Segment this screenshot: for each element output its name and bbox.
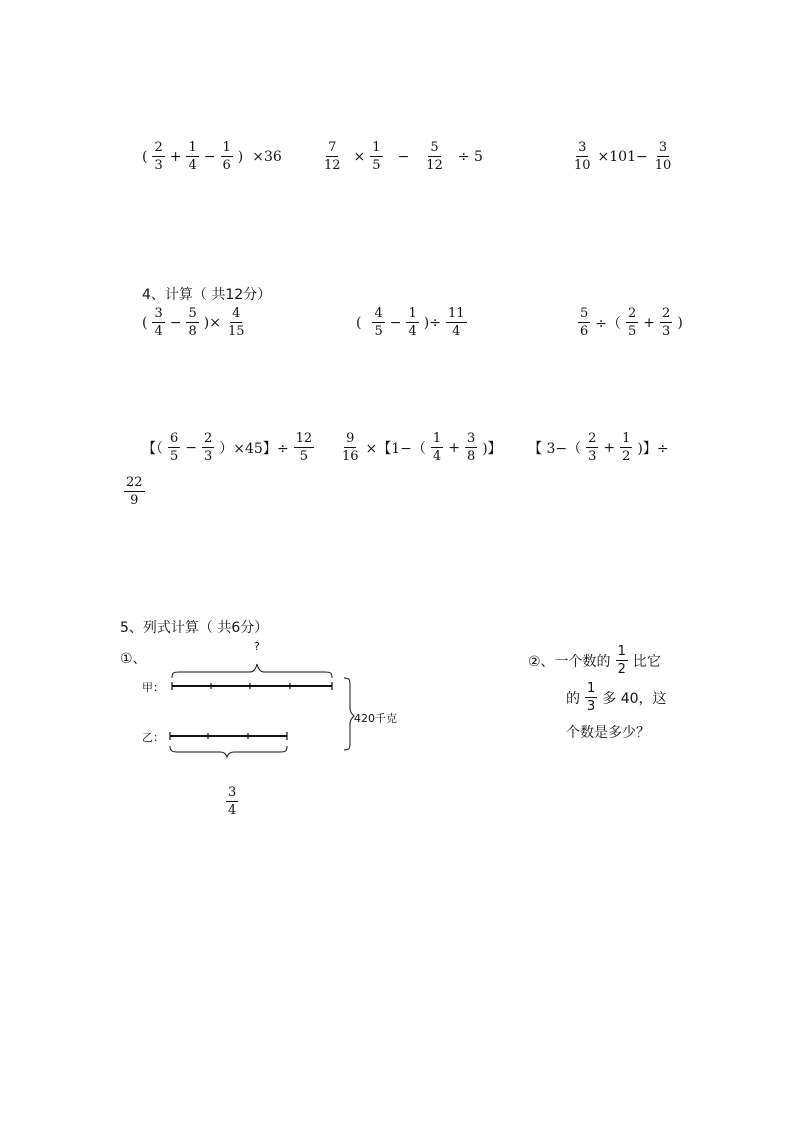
fraction: [186, 306, 198, 339]
denominator: 3: [662, 324, 671, 339]
numerator: 11: [447, 306, 465, 321]
numerator: 1: [622, 431, 631, 446]
numerator: 3: [658, 140, 668, 155]
denominator: 3: [588, 449, 597, 464]
fraction: [186, 140, 198, 173]
fraction: [294, 431, 315, 464]
fraction: [406, 306, 418, 339]
open-paren: (: [142, 148, 148, 165]
expression-s4-2: [356, 306, 469, 339]
operator: −: [169, 314, 182, 331]
diagram-fraction: [224, 784, 240, 818]
numerator: 2: [154, 140, 163, 155]
numerator: 5: [430, 140, 439, 155]
denominator: 10: [574, 158, 591, 173]
numerator: 1: [188, 140, 197, 155]
expression-middle: )×: [203, 314, 221, 331]
numerator: 1: [617, 644, 626, 659]
top-brace: [172, 664, 332, 678]
fraction: [221, 140, 233, 173]
operator: +: [169, 148, 182, 165]
denominator: 5: [170, 449, 179, 464]
problem-1-label: ①、: [120, 651, 147, 667]
denominator: 3: [587, 699, 596, 714]
denominator: 4: [452, 324, 461, 339]
problem-2-line-1: [528, 644, 661, 677]
operator: −: [185, 439, 198, 456]
denominator: 6: [580, 324, 589, 339]
fraction: [370, 140, 382, 173]
fraction: [152, 140, 164, 173]
numerator: 2: [662, 306, 671, 321]
denominator: 15: [227, 324, 245, 339]
fraction: [578, 306, 590, 339]
problem-2-text: 的: [566, 690, 580, 707]
denominator: 3: [204, 449, 213, 464]
operator: ×: [353, 148, 366, 165]
operator: +: [448, 439, 460, 456]
close-bracket: )】: [482, 440, 502, 457]
fraction: [465, 431, 477, 464]
expression-row1-1: [142, 140, 282, 173]
denominator: 12: [324, 158, 341, 173]
operator: +: [603, 439, 616, 456]
numerator: 3: [578, 140, 587, 155]
denominator: 9: [130, 493, 139, 508]
fraction: [202, 431, 214, 464]
problem-2-line-2: [566, 681, 667, 714]
row-a-label: 甲：: [142, 681, 164, 694]
expression-s4-1: [142, 306, 249, 339]
operator: −: [203, 148, 216, 165]
expression-row1-2: [320, 140, 483, 173]
denominator: 10: [654, 158, 672, 173]
denominator: 5: [628, 324, 637, 339]
expression-middle: ÷（: [595, 315, 622, 332]
fraction: [586, 431, 598, 464]
open-paren: (: [142, 314, 148, 331]
expression-middle: )÷: [423, 314, 441, 331]
denominator: 4: [408, 324, 417, 339]
right-brace: [344, 678, 354, 750]
close-bracket: )】÷: [637, 440, 669, 457]
numerator: 1: [432, 431, 442, 446]
denominator: 8: [466, 449, 476, 464]
total-label: 420千克: [354, 712, 397, 725]
open-bracket: 【（: [142, 440, 163, 457]
expression-tail: ÷ 5: [457, 148, 483, 165]
denominator: 3: [154, 158, 163, 173]
section-4-title: 4、计算（ 共12分）: [142, 287, 272, 303]
fraction: [372, 306, 384, 339]
numerator: 3: [154, 306, 163, 321]
denominator: 6: [222, 158, 231, 173]
numerator: 2: [628, 306, 637, 321]
denominator: 8: [188, 324, 197, 339]
fraction: [226, 785, 238, 818]
section-5-title: 5、列式计算（ 共6分）: [120, 620, 269, 636]
denominator: 2: [622, 449, 631, 464]
close-paren: ): [677, 314, 683, 331]
denominator: 4: [432, 449, 442, 464]
denominator: 4: [154, 324, 163, 339]
fraction: [322, 140, 343, 173]
fraction: [431, 431, 443, 464]
operator: −: [397, 148, 410, 165]
denominator: 4: [228, 803, 237, 818]
fraction: [620, 431, 632, 464]
expression-s4-3: [576, 306, 683, 339]
fraction: [585, 681, 597, 714]
fraction: [340, 431, 361, 464]
denominator: 2: [617, 662, 626, 677]
fraction: [626, 306, 638, 339]
fraction: [168, 431, 180, 464]
numerator: 4: [374, 306, 383, 321]
question-mark-label: ?: [254, 640, 260, 653]
open-paren: (: [356, 314, 362, 331]
fraction: [424, 140, 445, 173]
operator: −: [389, 314, 402, 331]
numerator: 5: [580, 306, 589, 321]
denominator: 5: [374, 324, 383, 339]
numerator: 2: [588, 431, 597, 446]
expression-middle: ×101−: [597, 148, 648, 165]
fraction: [226, 306, 247, 339]
numerator: 2: [204, 431, 213, 446]
denominator: 12: [426, 158, 443, 173]
problem-2-text: ②、一个数的: [528, 653, 611, 670]
problem-2-text: 比它: [632, 653, 661, 670]
fraction: [616, 644, 628, 677]
expression-middle: ）×45】÷: [219, 440, 289, 457]
wrapped-fraction: [122, 474, 147, 508]
numerator: 5: [188, 306, 197, 321]
operator: +: [643, 314, 656, 331]
bottom-brace: [170, 746, 287, 757]
numerator: 3: [466, 431, 476, 446]
numerator: 12: [295, 431, 313, 446]
expression-s4-6: [528, 431, 669, 464]
fraction: [124, 475, 145, 508]
denominator: 16: [342, 449, 359, 464]
numerator: 9: [346, 431, 355, 446]
expression-s4-4: [142, 431, 316, 464]
denominator: 5: [372, 158, 381, 173]
row-b-label: 乙：: [142, 731, 164, 744]
expression-row1-3: [570, 140, 675, 173]
open-bracket: 【 3−（: [528, 440, 582, 457]
denominator: 5: [299, 449, 308, 464]
expression-s4-5: [338, 431, 502, 464]
expression-tail: ×36: [252, 148, 282, 165]
numerator: 1: [372, 140, 381, 155]
numerator: 1: [408, 306, 417, 321]
fraction: [660, 306, 672, 339]
fraction: [572, 140, 593, 173]
numerator: 7: [328, 140, 337, 155]
numerator: 22: [126, 475, 143, 490]
problem-2-text: 多 40，这: [602, 690, 667, 707]
close-paren: ): [237, 148, 244, 165]
numerator: 3: [228, 785, 237, 800]
fraction: [653, 140, 674, 173]
expression-middle: ×【1−（: [365, 440, 426, 457]
numerator: 4: [232, 306, 241, 321]
numerator: 1: [222, 140, 231, 155]
line-segment-diagram: [160, 650, 360, 760]
problem-2-line-3: 个数是多少？: [566, 725, 650, 741]
denominator: 4: [188, 158, 197, 173]
fraction: [152, 306, 164, 339]
numerator: 1: [587, 681, 596, 696]
numerator: 6: [170, 431, 179, 446]
fraction: [446, 306, 467, 339]
